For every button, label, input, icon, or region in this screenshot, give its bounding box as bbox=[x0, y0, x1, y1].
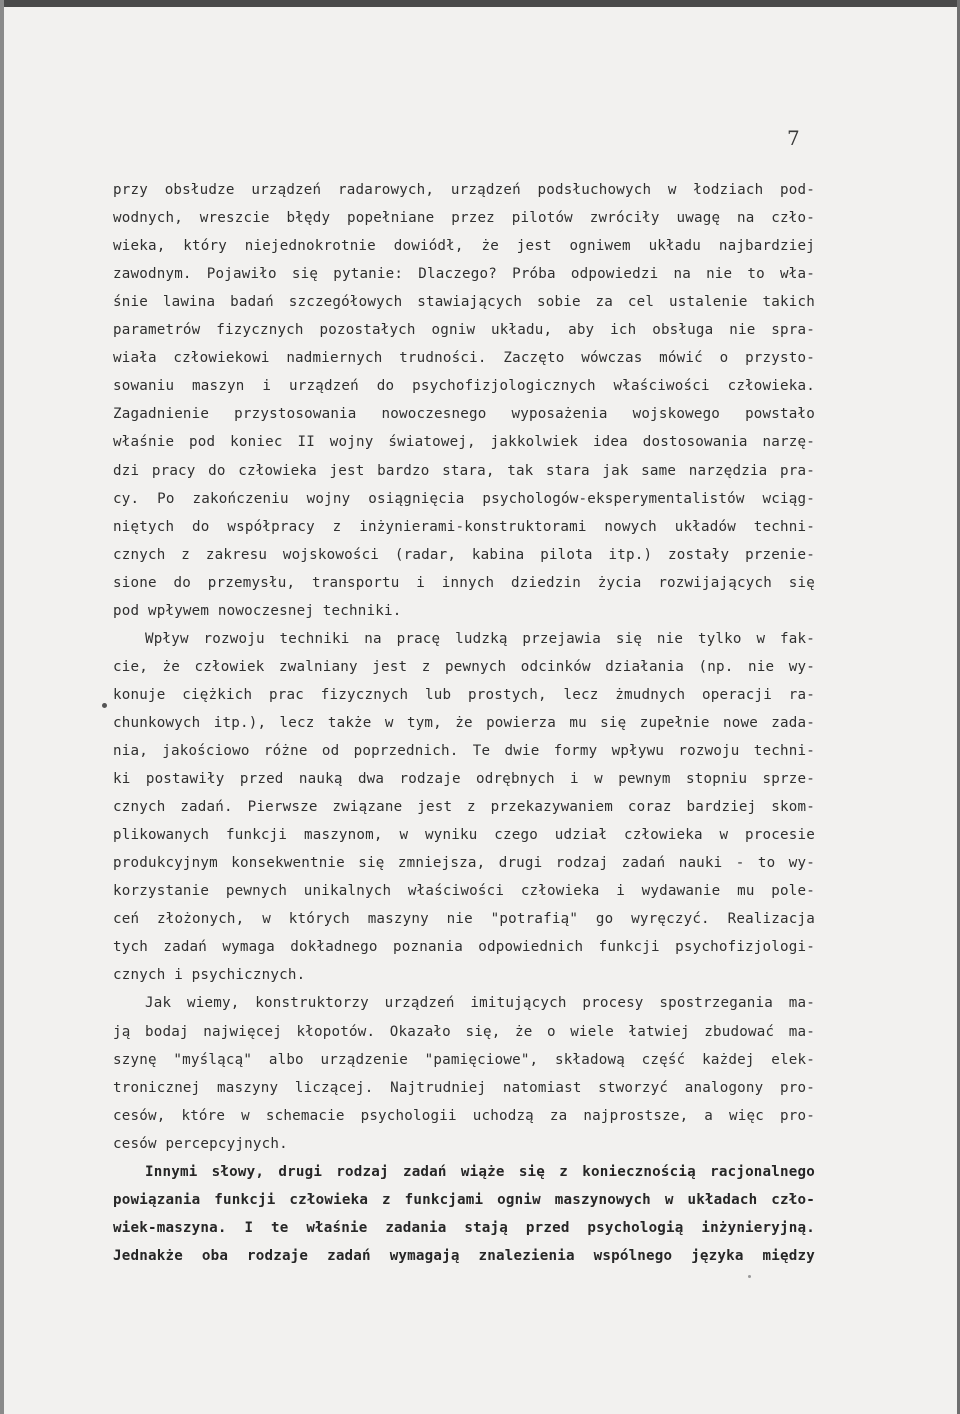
text-line: konuje ciężkich prac fizycznych lub prostych, lecz żmudnych operacji ra- bbox=[113, 686, 815, 703]
text-line: zawodnym. Pojawiło się pytanie: Dlaczego? Próba odpowiedzi na nie to wła- bbox=[113, 266, 815, 283]
text-line: wieka, który niejednokrotnie dowiódł, że jest ogniwem układu najbardziej bbox=[113, 238, 815, 255]
text-line: sowaniu maszyn i urządzeń do psychofizjologicznych właściwości człowieka. bbox=[113, 378, 815, 395]
text-line: cznych z zakresu wojskowości (radar, kabina pilota itp.) zostały przenie- bbox=[113, 546, 815, 563]
text-line: ją bodaj najwięcej kłopotów. Okazało się, że o wiele łatwiej zbudować ma- bbox=[113, 1023, 815, 1040]
text-line: plikowanych funkcji maszynom, w wyniku czego udział człowieka w procesie bbox=[113, 827, 815, 844]
text-line: cie, że człowiek zwalniany jest z pewnych odcinków działania (np. nie wy- bbox=[113, 658, 815, 675]
text-line: chunkowych itp.), lecz także w tym, że powierza mu się zupełnie nowe zada- bbox=[113, 714, 815, 731]
text-line: wodnych, wreszcie błędy popełniane przez pilotów zwróciły uwagę na czło- bbox=[113, 210, 815, 227]
text-line: cesów, które w schemacie psychologii uchodzą za najprostsze, a więc pro- bbox=[113, 1107, 815, 1124]
text-line: cznych i psychicznych. bbox=[113, 967, 306, 984]
page-number: 7 bbox=[787, 126, 800, 150]
text-line: niętych do współpracy z inżynierami-konstruktorami nowych układów techni- bbox=[113, 518, 815, 535]
text-line: tronicznej maszyny liczącej. Najtrudniej natomiast stworzyć analogony pro- bbox=[113, 1079, 815, 1096]
text-line: właśnie pod koniec II wojny światowej, jakkolwiek idea dostosowania narzę- bbox=[113, 434, 815, 451]
text-line: cznych zadań. Pierwsze związane jest z przekazywaniem coraz bardziej skom- bbox=[113, 799, 815, 816]
text-line: nia, jakościowo różne od poprzednich. Te dwie formy wpływu rozwoju techni- bbox=[113, 743, 815, 759]
scan-speck bbox=[748, 1275, 751, 1278]
text-line: Zagadnienie przystosowania nowoczesnego wyposażenia wojskowego powstało bbox=[113, 406, 815, 423]
text-line: wiek-maszyna. I te właśnie zadania stają przed psychologią inżynieryjną. bbox=[113, 1219, 815, 1236]
text-line: dzi pracy do człowieka jest bardzo stara, tak stara jak same narzędzia pra- bbox=[113, 462, 815, 479]
text-line: Innymi słowy, drugi rodzaj zadań wiąże się z koniecznością racjonalnego bbox=[145, 1163, 815, 1180]
text-line: cy. Po zakończeniu wojny osiągnięcia psychologów-eksperymentalistów wciąg- bbox=[113, 490, 815, 507]
text-line: cesów percepcyjnych. bbox=[113, 1135, 288, 1152]
text-line: Wpływ rozwoju techniki na pracę ludzką przejawia się nie tylko w fak- bbox=[145, 630, 815, 647]
scan-edge-left bbox=[0, 0, 4, 1414]
text-line: pod wpływem nowoczesnej techniki. bbox=[113, 602, 402, 619]
text-line: parametrów fizycznych pozostałych ogniw układu, aby ich obsługa nie spra- bbox=[113, 322, 815, 339]
text-line: ceń złożonych, w których maszyny nie "potrafią" go wyręczyć. Realizacja bbox=[113, 911, 815, 928]
text-line: śnie lawina badań szczegółowych stawiających sobie za cel ustalenie takich bbox=[113, 294, 815, 311]
text-line: wiała człowiekowi nadmiernych trudności. Zaczęto wówczas mówić o przysto- bbox=[113, 350, 815, 367]
text-line: korzystanie pewnych unikalnych właściwości człowieka i wydawanie mu pole- bbox=[113, 883, 815, 900]
text-line: Jak wiemy, konstruktorzy urządzeń imitujących procesy spostrzegania ma- bbox=[145, 995, 815, 1012]
text-line: sione do przemysłu, transportu i innych dziedzin życia rozwijających się bbox=[113, 574, 815, 591]
text-line: produkcyjnym konsekwentnie się zmniejsza, drugi rodzaj zadań nauki - to wy- bbox=[113, 855, 815, 872]
text-line: przy obsłudze urządzeń radarowych, urządzeń podsłuchowych w łodziach pod- bbox=[113, 182, 815, 198]
text-line: tych zadań wymaga dokładnego poznania odpowiednich funkcji psychofizjologi- bbox=[113, 939, 815, 956]
text-line: Jednakże oba rodzaje zadań wymagają znalezienia wspólnego języka między bbox=[113, 1247, 815, 1264]
text-line: szynę "myślącą" albo urządzenie "pamięciowe", składową część każdej elek- bbox=[113, 1051, 815, 1068]
text-line: ki postawiły przed nauką dwa rodzaje odrębnych i w pewnym stopniu sprze- bbox=[113, 771, 815, 788]
text-line: powiązania funkcji człowieka z funkcjami ogniw maszynowych w układach czło- bbox=[113, 1191, 815, 1208]
scan-edge-top bbox=[0, 0, 960, 7]
scan-speck bbox=[102, 703, 107, 708]
